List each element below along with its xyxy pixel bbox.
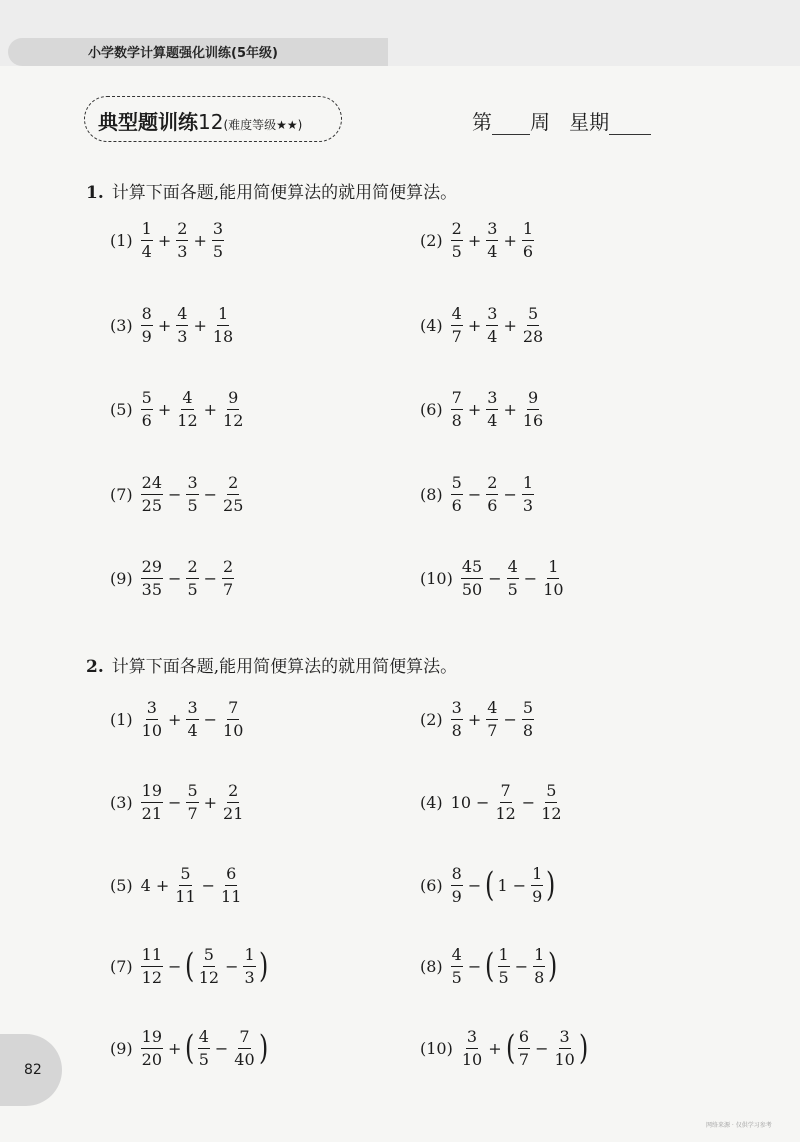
numerator: 3 (212, 221, 224, 241)
problem-label: (4) (420, 792, 443, 812)
right-paren: ) (548, 946, 558, 986)
fraction (198, 944, 220, 987)
numerator: 2 (227, 783, 239, 803)
numerator: 1 (217, 306, 229, 326)
fraction (451, 218, 463, 261)
numerator: 1 (498, 947, 510, 967)
denominator: 7 (223, 579, 234, 599)
operator: − (512, 875, 527, 895)
denominator: 8 (451, 410, 462, 430)
numerator: 2 (222, 559, 234, 579)
operator: − (467, 484, 482, 504)
operator: + (157, 315, 172, 335)
denominator: 4 (187, 720, 198, 740)
denominator: 3 (244, 967, 255, 987)
section-1-heading (86, 178, 457, 203)
fraction (141, 944, 163, 987)
fraction (451, 863, 463, 906)
denominator: 10 (461, 1049, 483, 1069)
fraction (176, 218, 188, 261)
left-paren: ( (505, 1028, 515, 1068)
denominator: 5 (212, 241, 224, 261)
denominator: 8 (451, 720, 462, 740)
denominator: 7 (451, 326, 462, 346)
numerator: 1 (522, 221, 534, 241)
numerator: 7 (451, 390, 463, 410)
operator: + (503, 315, 517, 335)
fraction (141, 697, 163, 740)
denominator: 12 (198, 967, 220, 987)
fraction (486, 697, 498, 740)
denominator: 12 (541, 803, 562, 823)
exercise-title (98, 106, 302, 135)
numerator: 29 (141, 559, 163, 579)
fraction (186, 780, 198, 823)
denominator: 11 (221, 886, 242, 906)
fraction (540, 780, 562, 823)
numerator: 24 (141, 475, 163, 495)
right-paren: ) (546, 865, 556, 905)
operator: + (488, 1038, 502, 1058)
numerator: 5 (522, 700, 534, 720)
operator: − (467, 875, 482, 895)
numerator: 3 (146, 700, 158, 720)
fraction (451, 944, 463, 987)
operator: − (535, 1038, 549, 1058)
problem-label: (8) (420, 956, 443, 976)
problem-1-7 (110, 469, 246, 519)
numerator: 4 (451, 306, 463, 326)
operator: − (214, 1038, 229, 1058)
denominator: 21 (223, 803, 244, 823)
fraction (451, 303, 463, 346)
fraction (542, 556, 564, 599)
numerator: 5 (179, 866, 191, 886)
operator: − (467, 956, 482, 976)
fraction (222, 556, 234, 599)
operator: − (225, 956, 239, 976)
operator: + (503, 230, 517, 250)
denominator: 4 (487, 326, 498, 346)
numerator: 3 (186, 700, 198, 720)
numerator: 2 (451, 221, 463, 241)
numerator: 4 (507, 559, 519, 579)
fraction (186, 472, 198, 515)
numerator: 7 (227, 700, 239, 720)
left-paren: ( (185, 946, 195, 986)
fraction (222, 697, 244, 740)
denominator: 10 (141, 720, 163, 740)
problem-label: (10) (420, 1038, 453, 1058)
problem-label: (1) (110, 709, 133, 729)
denominator: 5 (198, 1049, 209, 1069)
week-line (472, 106, 651, 135)
numerator: 3 (451, 700, 463, 720)
fraction (220, 863, 242, 906)
fraction (486, 218, 498, 261)
week-blank[interactable] (492, 114, 530, 135)
denominator: 10 (554, 1049, 575, 1069)
problem-label: (7) (110, 956, 133, 976)
integer: 10 (450, 792, 472, 812)
numerator: 2 (486, 475, 498, 495)
denominator: 5 (451, 241, 462, 261)
operator: + (193, 315, 207, 335)
numerator: 3 (559, 1029, 571, 1049)
left-paren: ( (185, 1028, 195, 1068)
numerator: 2 (176, 221, 188, 241)
denominator: 8 (534, 967, 545, 987)
section-1-number: 1. (86, 183, 104, 203)
numerator: 1 (522, 475, 534, 495)
right-paren: ) (258, 946, 268, 986)
fraction (522, 218, 534, 261)
denominator: 20 (141, 1049, 163, 1069)
operator: + (203, 399, 218, 419)
numerator: 4 (451, 947, 463, 967)
section-2-number: 2. (86, 657, 104, 677)
denominator: 12 (495, 803, 516, 823)
right-paren: ) (578, 1028, 589, 1068)
operator: + (467, 230, 482, 250)
operator: − (168, 792, 182, 812)
problem-label: (3) (110, 315, 133, 335)
numerator: 1 (547, 559, 559, 579)
fraction (461, 1026, 483, 1069)
denominator: 6 (451, 495, 462, 515)
denominator: 28 (522, 326, 544, 346)
fraction (141, 780, 163, 823)
fraction (186, 697, 198, 740)
fraction (198, 1026, 210, 1069)
denominator: 10 (543, 579, 564, 599)
operator: + (467, 709, 482, 729)
problem-1-4 (420, 300, 546, 350)
fraction (498, 944, 510, 987)
problem-1-3 (110, 300, 236, 350)
fraction (522, 303, 544, 346)
numerator: 8 (141, 306, 153, 326)
denominator: 3 (177, 241, 188, 261)
operator: + (168, 1038, 182, 1058)
denominator: 3 (177, 326, 188, 346)
denominator: 50 (461, 579, 483, 599)
fraction (141, 303, 153, 346)
denominator: 12 (223, 410, 244, 430)
problem-2-3 (110, 777, 246, 827)
weekday-blank[interactable] (609, 114, 651, 135)
problem-label: (2) (420, 709, 443, 729)
denominator: 5 (187, 495, 198, 515)
numerator: 9 (527, 390, 539, 410)
denominator: 35 (141, 579, 163, 599)
denominator: 4 (141, 241, 152, 261)
problem-label: (8) (420, 484, 443, 504)
operator: − (201, 875, 216, 895)
numerator: 4 (181, 390, 193, 410)
fraction (486, 387, 498, 430)
fraction (186, 556, 198, 599)
numerator: 4 (176, 306, 188, 326)
problem-label: (5) (110, 875, 133, 895)
section-2-heading (86, 652, 457, 677)
denominator: 7 (487, 720, 498, 740)
problem-2-1 (110, 694, 246, 744)
problem-2-10 (420, 1023, 589, 1073)
denominator: 4 (487, 410, 498, 430)
denominator: 6 (141, 410, 152, 430)
title-difficulty: (难度等级★★) (223, 118, 303, 132)
denominator: 5 (507, 579, 518, 599)
fraction (141, 1026, 163, 1069)
operator: − (476, 792, 490, 812)
operator: + (157, 230, 172, 250)
operator: − (503, 484, 517, 504)
fraction (518, 1026, 530, 1069)
fraction (141, 218, 153, 261)
fraction (212, 218, 224, 261)
numerator: 8 (451, 866, 463, 886)
fraction (486, 472, 498, 515)
denominator: 16 (522, 410, 544, 430)
fraction (141, 556, 163, 599)
problem-1-5 (110, 384, 246, 434)
integer: 4 (140, 875, 151, 895)
left-paren: ( (485, 946, 495, 986)
week-label-di: 第 (472, 110, 492, 134)
fraction (222, 780, 244, 823)
problem-1-2 (420, 215, 536, 265)
fraction (222, 387, 244, 430)
fraction (531, 863, 543, 906)
denominator: 7 (187, 803, 198, 823)
operator: + (155, 875, 170, 895)
operator: − (503, 709, 517, 729)
operator: + (503, 399, 517, 419)
problem-label: (9) (110, 568, 133, 588)
denominator: 6 (522, 241, 534, 261)
numerator: 5 (451, 475, 463, 495)
integer: 1 (497, 875, 508, 895)
numerator: 7 (238, 1029, 250, 1049)
fraction (222, 472, 244, 515)
operator: − (514, 956, 529, 976)
numerator: 9 (227, 390, 239, 410)
fraction (176, 303, 188, 346)
denominator: 9 (451, 886, 462, 906)
fraction (461, 556, 483, 599)
fraction (486, 303, 498, 346)
section-2-instruction: 计算下面各题,能用简便算法的就用简便算法。 (111, 657, 458, 677)
problem-1-10 (420, 553, 567, 603)
operator: + (157, 399, 172, 419)
left-paren: ( (485, 865, 495, 905)
problem-1-9 (110, 553, 236, 603)
fraction (451, 697, 463, 740)
problem-1-1 (110, 215, 226, 265)
fraction (174, 863, 196, 906)
fraction (522, 472, 534, 515)
denominator: 12 (177, 410, 198, 430)
operator: + (203, 792, 218, 812)
numerator: 1 (533, 947, 545, 967)
problem-2-2 (420, 694, 536, 744)
problem-label: (9) (110, 1038, 133, 1058)
numerator: 4 (198, 1029, 210, 1049)
problem-label: (4) (420, 315, 443, 335)
denominator: 25 (223, 495, 244, 515)
problem-2-8 (420, 941, 559, 991)
fraction (141, 387, 153, 430)
denominator: 7 (518, 1049, 530, 1069)
title-number: 12 (198, 110, 224, 134)
operator: + (467, 399, 482, 419)
numerator: 45 (461, 559, 483, 579)
book-title: 小学数学计算题强化训练(5年级) (88, 46, 278, 61)
fraction (141, 472, 163, 515)
operator: − (488, 568, 502, 588)
fraction (522, 387, 544, 430)
problem-label: (5) (110, 399, 133, 419)
operator: − (203, 568, 218, 588)
numerator: 4 (486, 700, 498, 720)
numerator: 11 (141, 947, 163, 967)
fraction (533, 944, 545, 987)
numerator: 1 (141, 221, 153, 241)
numerator: 5 (545, 783, 557, 803)
numerator: 3 (466, 1029, 478, 1049)
denominator: 10 (223, 720, 244, 740)
fraction (243, 944, 255, 987)
problem-label: (6) (420, 875, 443, 895)
operator: + (467, 315, 482, 335)
weekday-label: 星期 (569, 110, 610, 134)
denominator: 5 (498, 967, 509, 987)
numerator: 3 (486, 390, 498, 410)
numerator: 3 (486, 306, 498, 326)
operator: − (168, 568, 182, 588)
denominator: 12 (141, 967, 163, 987)
problem-1-6 (420, 384, 546, 434)
denominator: 11 (175, 886, 196, 906)
section-1-instruction: 计算下面各题,能用简便算法的就用简便算法。 (111, 183, 458, 203)
fraction (176, 387, 198, 430)
problem-label: (1) (110, 230, 133, 250)
numerator: 1 (243, 947, 255, 967)
fraction (451, 472, 463, 515)
numerator: 5 (141, 390, 153, 410)
operator: − (521, 792, 536, 812)
operator: − (203, 484, 218, 504)
numerator: 7 (500, 783, 512, 803)
numerator: 19 (141, 1029, 163, 1049)
numerator: 5 (527, 306, 539, 326)
page-number: 82 (24, 1062, 42, 1078)
problem-2-9 (110, 1023, 269, 1073)
numerator: 2 (227, 475, 239, 495)
numerator: 1 (531, 866, 543, 886)
problem-1-8 (420, 469, 536, 519)
operator: − (168, 956, 182, 976)
problem-label: (6) (420, 399, 443, 419)
numerator: 19 (141, 783, 163, 803)
problem-label: (7) (110, 484, 133, 504)
problem-2-6 (420, 860, 557, 910)
problem-label: (10) (420, 568, 453, 588)
fraction (233, 1026, 255, 1069)
denominator: 4 (487, 241, 498, 261)
denominator: 6 (487, 495, 498, 515)
numerator: 2 (186, 559, 198, 579)
operator: − (203, 709, 218, 729)
numerator: 6 (518, 1029, 530, 1049)
right-paren: ) (258, 1028, 268, 1068)
denominator: 5 (187, 579, 198, 599)
denominator: 3 (522, 495, 534, 515)
problem-label: (2) (420, 230, 443, 250)
numerator: 3 (486, 221, 498, 241)
fraction (522, 697, 534, 740)
problem-2-4 (420, 777, 565, 827)
denominator: 9 (532, 886, 543, 906)
numerator: 5 (203, 947, 215, 967)
operator: + (193, 230, 207, 250)
numerator: 3 (186, 475, 198, 495)
operator: − (168, 484, 182, 504)
week-label-zhou: 周 (530, 110, 550, 134)
title-main: 典型题训练 (98, 110, 198, 134)
operator: + (168, 709, 182, 729)
denominator: 9 (141, 326, 152, 346)
fraction (494, 780, 516, 823)
denominator: 18 (212, 326, 234, 346)
operator: − (523, 568, 538, 588)
denominator: 8 (522, 720, 534, 740)
denominator: 40 (234, 1049, 255, 1069)
fraction (451, 387, 463, 430)
fraction (553, 1026, 575, 1069)
numerator: 6 (225, 866, 237, 886)
fraction (212, 303, 234, 346)
problem-2-7 (110, 941, 269, 991)
denominator: 5 (451, 967, 462, 987)
denominator: 25 (141, 495, 163, 515)
footer-note: 网络来源 · 仅供学习参考 (706, 1122, 772, 1129)
denominator: 21 (141, 803, 163, 823)
problem-2-5 (110, 860, 244, 910)
problem-label: (3) (110, 792, 133, 812)
numerator: 5 (186, 783, 198, 803)
fraction (507, 556, 519, 599)
